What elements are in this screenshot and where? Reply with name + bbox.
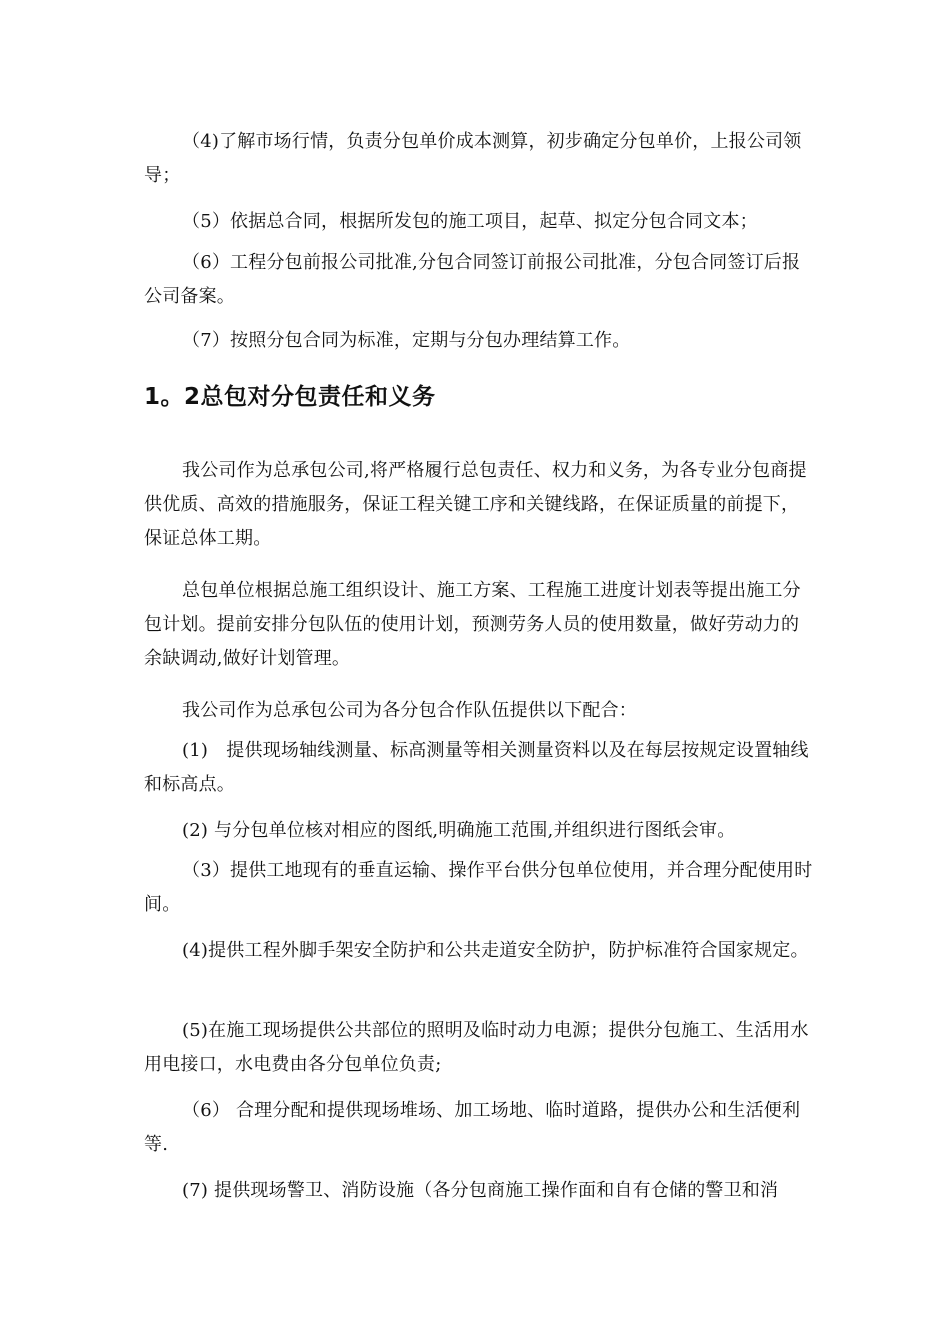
list-item-4: (4)提供工程外脚手架安全防护和公共走道安全防护，防护标准符合国家规定。	[182, 940, 809, 961]
list-item-7: (7) 提供现场警卫、消防设施（各分包商施工操作面和自有仓储的警卫和消	[182, 1180, 779, 1201]
list-item-2: (2) 与分包单位核对相应的图纸,明确施工范围,并组织进行图纸会审。	[182, 820, 736, 841]
paragraph-intro: 我公司作为总承包公司,将严格履行总包责任、权力和义务，为各专业分包商提供优质、高效的措施服务，保证工程关键工序和关键线路，在保证质量的前提下，保证总体工期。	[144, 460, 807, 549]
list-item-1: (1) 提供现场轴线测量、标高测量等相关测量资料以及在每层按规定设置轴线和标高点。	[144, 740, 809, 795]
list-item-6: （6） 合理分配和提供现场堆场、加工场地、临时道路，提供办公和生活便利等.	[144, 1100, 801, 1155]
paragraph-item-4: （4)了解市场行情，负责分包单价成本测算，初步确定分包单价，上报公司领导；	[144, 131, 802, 186]
list-item-5: (5)在施工现场提供公共部位的照明及临时动力电源；提供分包施工、生活用水用电接口，水电费由各分包单位负责;	[144, 1020, 809, 1075]
paragraph-plan: 总包单位根据总施工组织设计、施工方案、工程施工进度计划表等提出施工分包计划。提前安排分包队伍的使用计划，预测劳务人员的使用数量，做好劳动力的余缺调动,做好计划管理。	[144, 580, 801, 669]
paragraph-item-5: （5）依据总合同，根据所发包的施工项目，起草、拟定分包合同文本；	[182, 211, 758, 232]
list-item-3: （3）提供工地现有的垂直运输、操作平台供分包单位使用，并合理分配使用时间。	[144, 860, 813, 915]
section-heading: 1。2总包对分包责任和义务	[144, 384, 436, 411]
paragraph-cooperation-lead: 我公司作为总承包公司为各分包合作队伍提供以下配合：	[182, 700, 637, 721]
paragraph-item-7: （7）按照分包合同为标准，定期与分包办理结算工作。	[182, 330, 631, 351]
paragraph-item-6: （6）工程分包前报公司批准,分包合同签订前报公司批准，分包合同签订后报公司备案。	[144, 252, 801, 307]
